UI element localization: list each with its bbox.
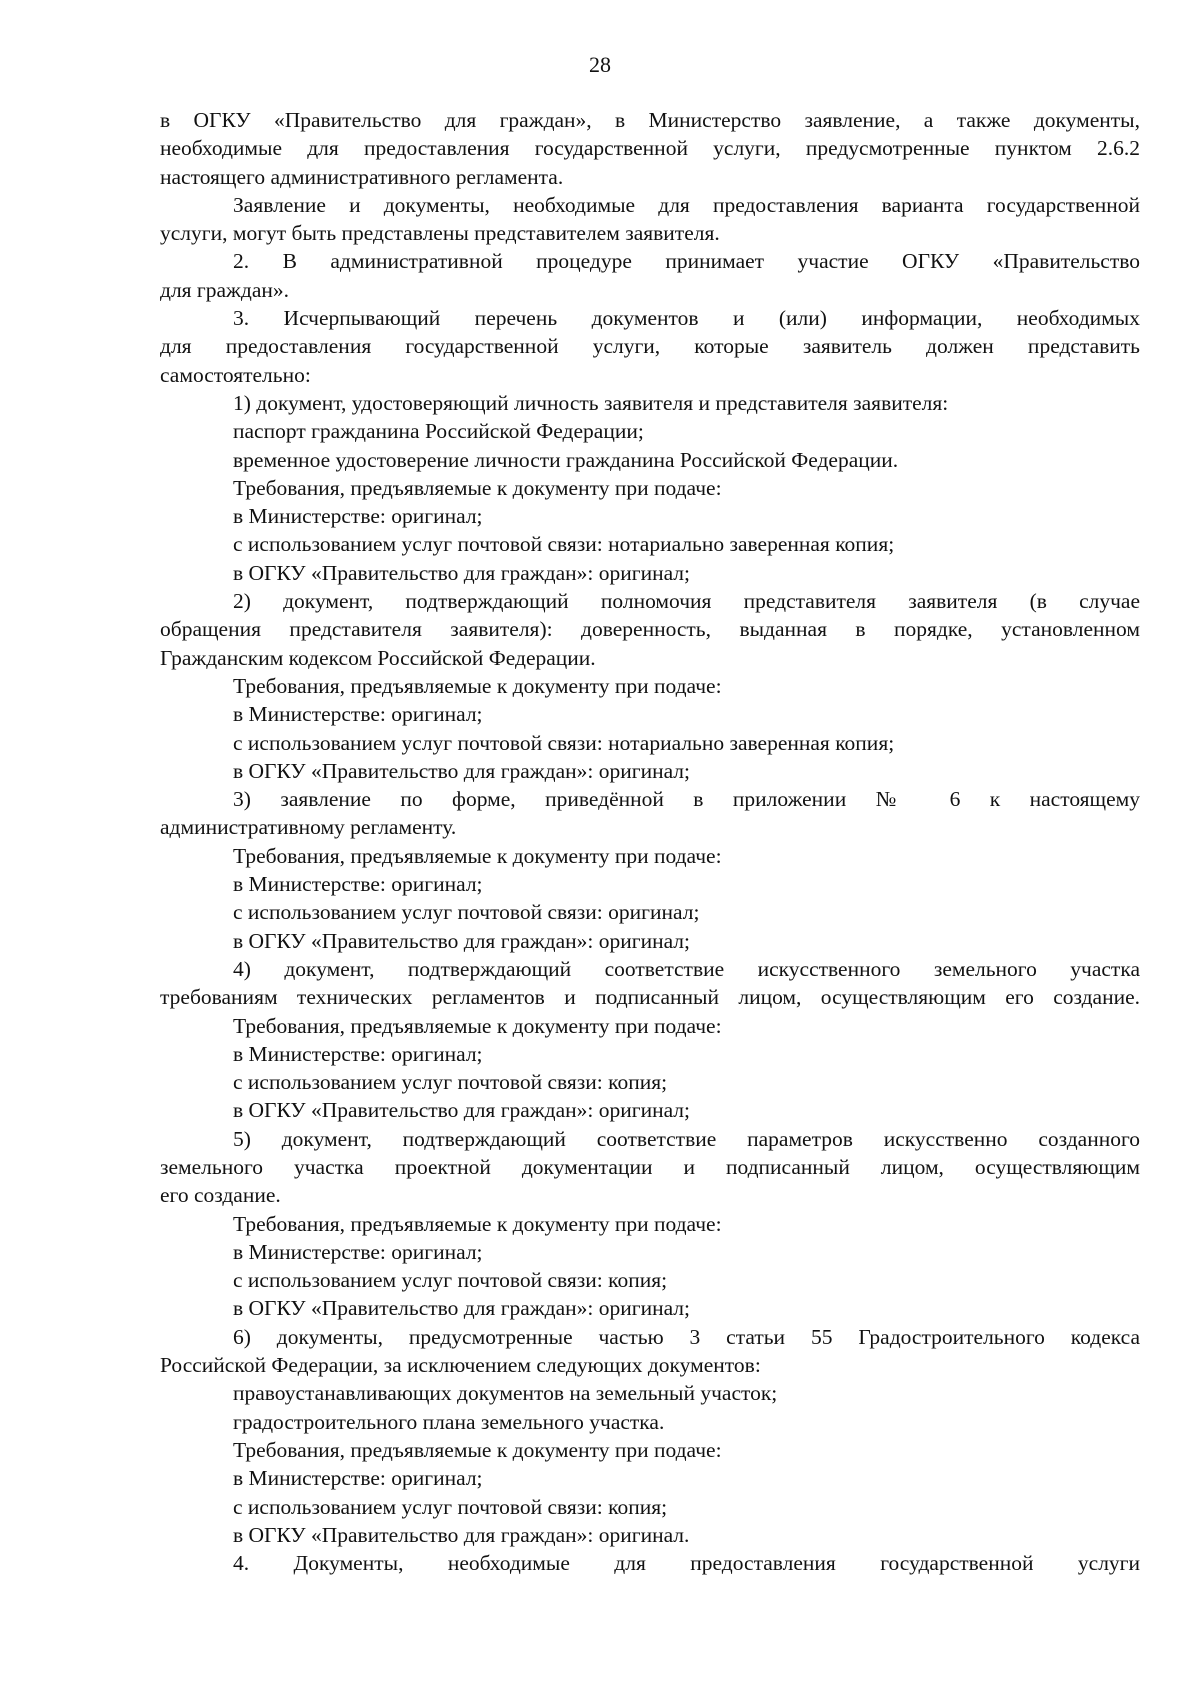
- text-line: 2. В административной процедуре принимает участие ОГКУ «Правительство: [233, 249, 1140, 274]
- page-number: 28: [589, 52, 611, 77]
- text-line: в Министерстве: оригинал;: [233, 872, 483, 897]
- text-line: 2) документ, подтверждающий полномочия представителя заявителя (в случае: [233, 589, 1140, 614]
- text-line: самостоятельно:: [160, 362, 311, 387]
- text-line: с использованием услуг почтовой связи: копия;: [233, 1070, 668, 1095]
- text-line: градостроительного плана земельного участка.: [233, 1409, 665, 1434]
- text-line: 1) документ, удостоверяющий личность заявителя и представителя заявителя:: [233, 390, 949, 415]
- text-line: в ОГКУ «Правительство для граждан», в Министерство заявление, а также документы,: [160, 108, 1140, 132]
- text-line: обращения представителя заявителя): доверенность, выданная в порядке, установленном: [160, 617, 1140, 642]
- text-line: 4. Документы, необходимые для предоставления государственной услуги: [233, 1551, 1140, 1576]
- text-line: настоящего административного регламента.: [160, 164, 564, 189]
- text-line: административному регламенту.: [160, 815, 457, 840]
- text-line: 5) документ, подтверждающий соответствие параметров искусственно созданного: [233, 1126, 1140, 1151]
- text-line: правоустанавливающих документов на земельный участок;: [233, 1381, 778, 1406]
- text-line: Российской Федерации, за исключением следующих документов:: [160, 1353, 761, 1378]
- text-line: 4) документ, подтверждающий соответствие искусственного земельного участка: [233, 956, 1140, 981]
- text-line: Требования, предъявляемые к документу при подаче:: [233, 1013, 722, 1038]
- text-line: в Министерстве: оригинал;: [233, 702, 483, 727]
- text-line: Требования, предъявляемые к документу при подаче:: [233, 1437, 722, 1462]
- text-line: временное удостоверение личности гражданина Российской Федерации.: [233, 447, 899, 472]
- text-line: в ОГКУ «Правительство для граждан»: оригинал;: [233, 758, 691, 783]
- document-body: [160, 106, 1140, 1577]
- text-line: 6) документы, предусмотренные частью 3 статьи 55 Градостроительного кодекса: [233, 1324, 1140, 1349]
- text-line: в ОГКУ «Правительство для граждан»: оригинал;: [233, 928, 691, 953]
- text-line: в Министерстве: оригинал;: [233, 504, 483, 529]
- text-line: Требования, предъявляемые к документу при подаче:: [233, 475, 722, 500]
- text-line: его создание.: [160, 1183, 281, 1208]
- text-line: Требования, предъявляемые к документу при подаче:: [233, 1211, 722, 1236]
- text-line: Заявление и документы, необходимые для предоставления варианта государственной: [233, 192, 1140, 217]
- text-line: в Министерстве: оригинал;: [233, 1239, 483, 1264]
- text-line: паспорт гражданина Российской Федерации;: [233, 419, 644, 444]
- text-line: для граждан».: [160, 277, 290, 302]
- text-line: в ОГКУ «Правительство для граждан»: оригинал;: [233, 1296, 691, 1321]
- text-line: в ОГКУ «Правительство для граждан»: оригинал;: [233, 1098, 691, 1123]
- text-line: в ОГКУ «Правительство для граждан»: оригинал.: [233, 1522, 690, 1547]
- text-line: 3) заявление по форме, приведённой в приложении № 6 к настоящему: [233, 787, 1140, 812]
- text-line: Гражданским кодексом Российской Федерации.: [160, 645, 596, 670]
- text-line: для предоставления государственной услуги, которые заявитель должен представить: [160, 334, 1140, 359]
- text-line: 3. Исчерпывающий перечень документов и (или) информации, необходимых: [233, 306, 1140, 331]
- text-line: Требования, предъявляемые к документу при подаче:: [233, 843, 722, 868]
- text-line: требованиям технических регламентов и подписанный лицом, осуществляющим его создание.: [160, 985, 1140, 1010]
- text-line: с использованием услуг почтовой связи: копия;: [233, 1268, 668, 1293]
- text-line: земельного участка проектной документации и подписанный лицом, осуществляющим: [160, 1154, 1140, 1179]
- text-line: в ОГКУ «Правительство для граждан»: оригинал;: [233, 560, 691, 585]
- text-line: с использованием услуг почтовой связи: оригинал;: [233, 900, 700, 925]
- text-line: с использованием услуг почтовой связи: копия;: [233, 1494, 668, 1519]
- text-line: с использованием услуг почтовой связи: нотариально заверенная копия;: [233, 730, 895, 755]
- text-line: необходимые для предоставления государственной услуги, предусмотренные пунктом 2.6.2: [160, 136, 1140, 161]
- text-line: в Министерстве: оригинал;: [233, 1466, 483, 1491]
- text-line: в Министерстве: оригинал;: [233, 1041, 483, 1066]
- text-line: с использованием услуг почтовой связи: нотариально заверенная копия;: [233, 532, 895, 557]
- text-line: услуги, могут быть представлены представителем заявителя.: [160, 221, 720, 246]
- text-line: Требования, предъявляемые к документу при подаче:: [233, 673, 722, 698]
